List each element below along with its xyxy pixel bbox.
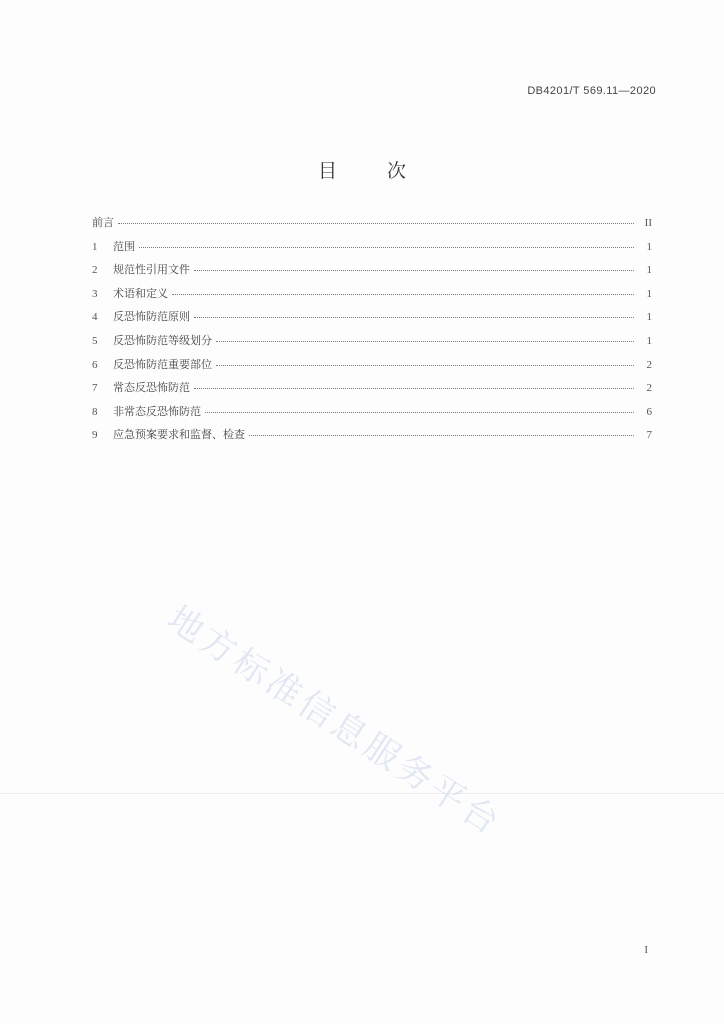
toc-entry-page: 2	[646, 382, 652, 395]
toc-entry-number: 4	[92, 311, 98, 324]
toc-entry-page: 2	[646, 358, 652, 371]
toc-leader-dots	[194, 270, 634, 271]
page-number: I	[644, 944, 648, 956]
toc-entry-page: 1	[646, 264, 652, 277]
toc-entry-label: 非常态反恐怖防范	[113, 404, 201, 418]
toc-leader-dots	[118, 223, 634, 224]
toc-entry-label: 应急预案要求和监督、检查	[113, 428, 245, 442]
toc-entry-number: 2	[92, 264, 98, 277]
toc-leader-dots	[194, 388, 634, 389]
toc-entry-foreword[interactable]	[92, 214, 652, 238]
toc-entry-number: 9	[92, 429, 98, 442]
scan-artifact-line	[0, 793, 724, 794]
toc-entry-page: 1	[646, 287, 652, 300]
toc-entry-label: 反恐怖防范重要部位	[113, 357, 212, 371]
toc-entry-page: II	[644, 217, 652, 229]
toc-entry-6[interactable]	[92, 356, 652, 380]
toc-entry-7[interactable]	[92, 379, 652, 403]
document-code: DB4201/T 569.11—2020	[527, 85, 656, 97]
watermark: 地方标准信息服务平台	[159, 598, 509, 845]
toc-entry-page: 1	[646, 311, 652, 324]
toc-entry-number: 5	[92, 334, 98, 347]
toc-leader-dots	[194, 317, 634, 318]
toc-entry-number: 7	[92, 382, 98, 395]
toc-entry-1[interactable]	[92, 238, 652, 262]
toc-entry-label: 前言	[92, 216, 114, 229]
toc-entry-number: 1	[92, 240, 98, 253]
toc-entry-label: 规范性引用文件	[113, 263, 190, 277]
toc-entry-2[interactable]	[92, 261, 652, 285]
toc-entry-number: 8	[92, 405, 98, 418]
toc-entry-3[interactable]	[92, 285, 652, 309]
toc-entry-8[interactable]	[92, 403, 652, 427]
toc-entry-number: 3	[92, 287, 98, 300]
toc-title: 目 次	[317, 160, 429, 182]
toc-leader-dots	[216, 341, 634, 342]
toc-leader-dots	[216, 365, 634, 366]
toc-entry-5[interactable]	[92, 332, 652, 356]
toc-entry-4[interactable]	[92, 308, 652, 332]
toc-entry-page: 7	[646, 429, 652, 442]
toc-entry-label: 常态反恐怖防范	[113, 381, 190, 395]
toc-entry-number: 6	[92, 358, 98, 371]
toc-entry-page: 6	[646, 405, 652, 418]
toc-entry-page: 1	[646, 240, 652, 253]
table-of-contents	[92, 214, 652, 450]
toc-entry-9[interactable]	[92, 426, 652, 450]
toc-leader-dots	[249, 435, 634, 436]
toc-leader-dots	[172, 294, 634, 295]
toc-entry-page: 1	[646, 334, 652, 347]
toc-entry-label: 反恐怖防范等级划分	[113, 333, 212, 347]
toc-leader-dots	[205, 412, 634, 413]
toc-leader-dots	[139, 247, 634, 248]
toc-entry-label: 范围	[113, 239, 135, 253]
toc-entry-label: 术语和定义	[113, 286, 168, 300]
toc-entry-label: 反恐怖防范原则	[113, 310, 190, 324]
